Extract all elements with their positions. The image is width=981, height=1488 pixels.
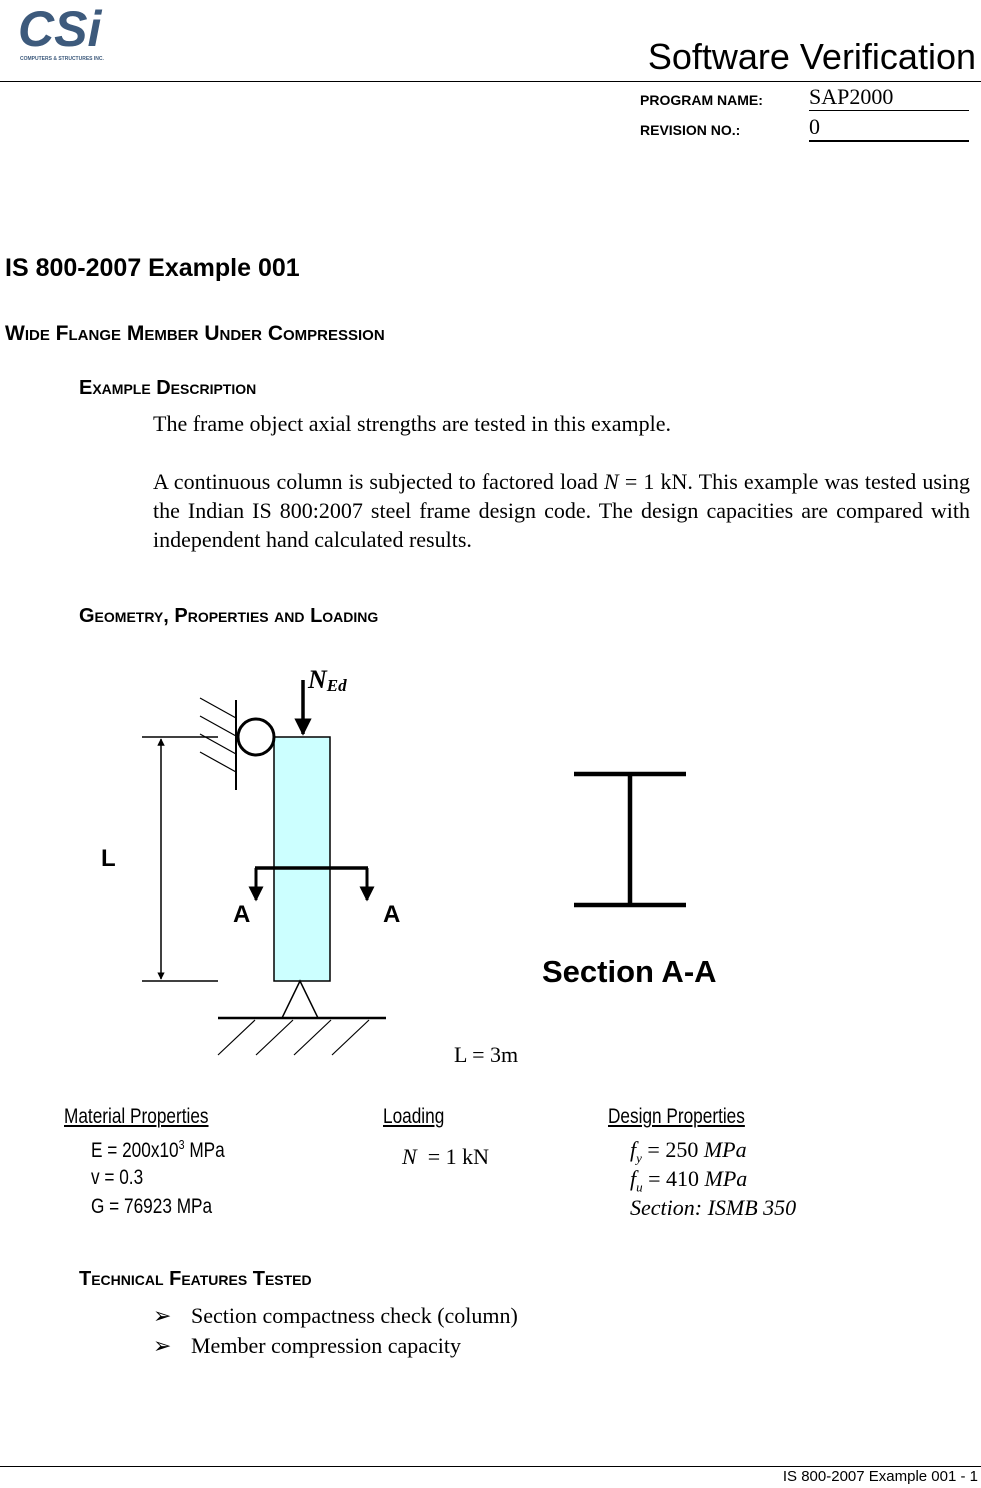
- bullet-arrow-icon: ➢: [153, 1303, 172, 1328]
- material-v: v = 0.3: [91, 1166, 144, 1189]
- bottom-pin-support: [282, 981, 318, 1018]
- logo-text: CSi: [18, 1, 102, 57]
- top-support-hatch: [200, 698, 236, 772]
- column-member: [274, 737, 330, 981]
- features-list: [153, 1301, 518, 1361]
- design-fy: $f_y = 250$ MPa: [630, 1137, 747, 1166]
- design-section: Section: ISMB 350: [630, 1195, 797, 1220]
- program-name-label: PROGRAM NAME:: [640, 92, 763, 108]
- i-section-shape: [574, 774, 686, 905]
- loading-value: N = 1 kN: [402, 1144, 489, 1169]
- document-title: IS 800-2007 Example 001: [5, 254, 300, 282]
- list-item: ➢ Member compression capacity: [153, 1331, 518, 1361]
- design-fu: $f_u = 410$ MPa: [630, 1166, 748, 1195]
- revision-label: REVISION NO.:: [640, 122, 741, 138]
- document-subtitle: Wide Flange Member Under Compression: [5, 322, 385, 345]
- load-label: NEd: [308, 665, 347, 695]
- footer-rule: [0, 1466, 981, 1467]
- load-variable: N: [604, 469, 619, 494]
- example-description-heading: Example Description: [79, 377, 257, 399]
- top-roller: [238, 719, 274, 755]
- bullet-arrow-icon: ➢: [153, 1333, 172, 1358]
- ground-hatch: [218, 1020, 369, 1055]
- design-properties-heading: Design Properties: [608, 1105, 745, 1128]
- example-paragraph-1: The frame object axial strengths are tested in this example.: [153, 411, 672, 436]
- example-paragraph-2: A continuous column is subjected to factored load N = 1 kN. This example was tested using the Indian IS 800:2007 steel frame design code. The design capacities are compared with independent hand calculated results.: [153, 469, 970, 552]
- header-rule: [0, 81, 981, 82]
- material-e: $E = 200x10^3$ MPa: [91, 1137, 225, 1162]
- revision-value: 0: [809, 114, 969, 142]
- list-item: ➢ Section compactness check (column): [153, 1301, 518, 1331]
- length-value: L = 3m: [454, 1042, 519, 1067]
- cut-label-left: A: [233, 901, 251, 928]
- loading-heading: Loading: [383, 1105, 445, 1128]
- geometry-heading: Geometry, Properties and Loading: [79, 605, 379, 627]
- cut-label-right: A: [383, 901, 401, 928]
- footer-page-label: IS 800-2007 Example 001 - 1: [782, 1468, 978, 1485]
- header-title: Software Verification: [647, 36, 976, 77]
- program-name-value: SAP2000: [809, 84, 969, 111]
- features-heading: Technical Features Tested: [79, 1268, 312, 1290]
- material-g: G = 76923 MPa: [91, 1195, 213, 1218]
- length-label: L: [101, 845, 116, 872]
- material-properties-heading: Material Properties: [64, 1105, 209, 1128]
- csi-logo: [4, 0, 116, 66]
- section-label: Section A-A: [542, 954, 717, 989]
- logo-subtext: COMPUTERS & STRUCTURES INC.: [20, 56, 104, 62]
- column-diagram: [0, 650, 981, 1080]
